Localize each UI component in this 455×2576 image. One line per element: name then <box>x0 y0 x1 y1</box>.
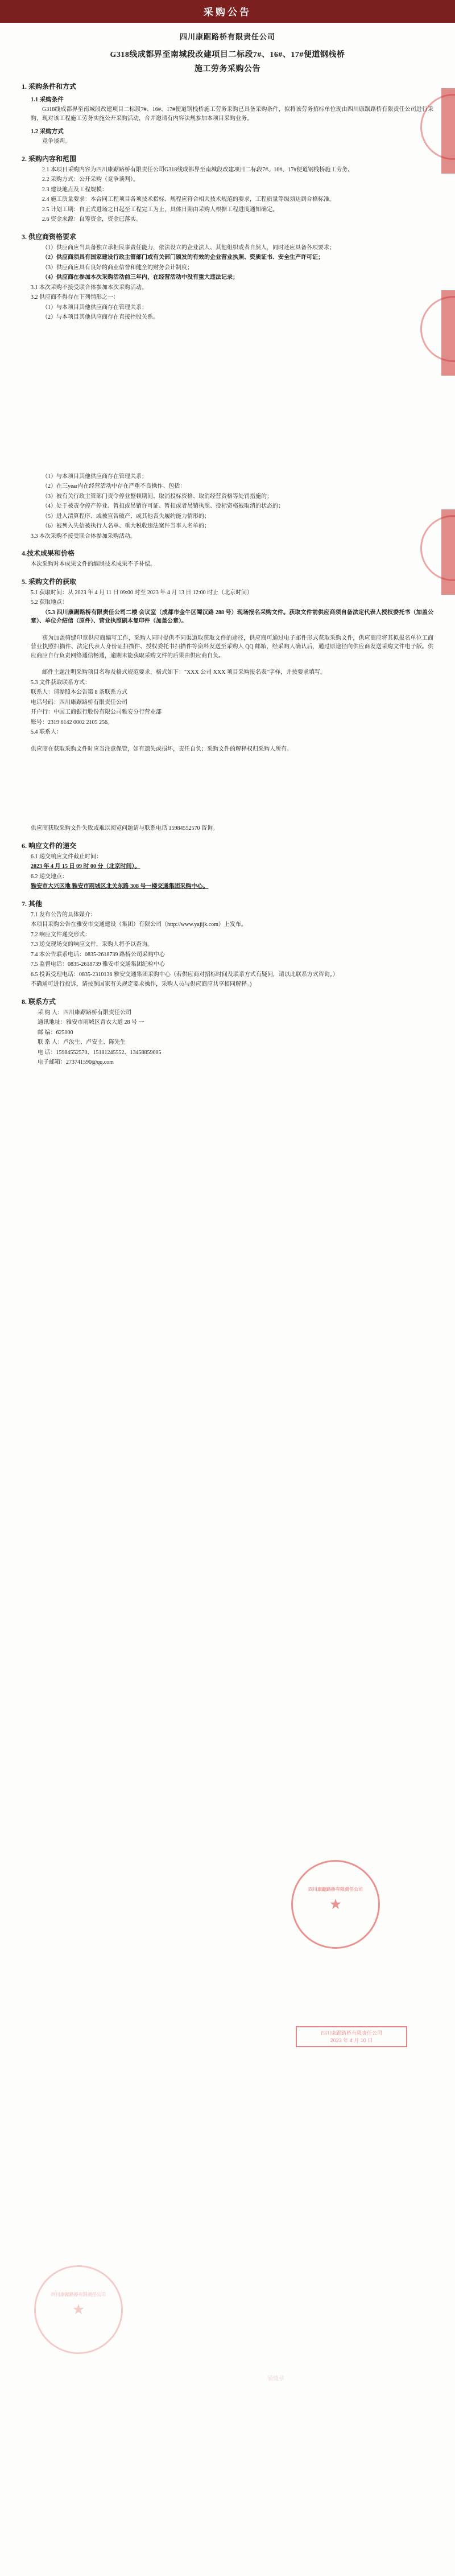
company-seal-watermark-lower <box>34 2265 123 2354</box>
paragraph: 联系人：请参照本公告第 8 条联系方式 <box>31 689 127 696</box>
contact-line-person: 联 系 人：卢汝生、卢安主、陈先生 <box>38 1039 126 1046</box>
paragraph: 开户行：中国工商银行股份有限公司雅安分行营业部 <box>31 709 162 715</box>
paragraph: G318线成都界至南城段改建项目二标段7#、16#、17#便道钢栈桥施工劳务采购已具备采购条件，拟将该劳务招标单位现由四川康踞路桥有限责任公司进行采购，现对该工程施工劳务实施公开采购活动，合并邀请有内容法规参加本项目采购业务。 <box>31 106 433 122</box>
company-official-seal <box>291 1860 380 1949</box>
paragraph: 7.2 响应文件递交形式： <box>31 931 90 938</box>
paragraph: 账号：2319 6142 0002 2105 256。 <box>31 719 113 726</box>
contact-line-purchaser: 采 购 人：四川康踞路桥有限责任公司 <box>38 1009 131 1016</box>
section-heading-6: 6. 响应文件的递交 <box>22 841 77 850</box>
blank-space <box>22 1068 433 1216</box>
contact-line-phone: 电 话：15984552570、15181245552、13458859005 <box>38 1049 162 1056</box>
paragraph: 电话号码：四川康踞路桥有限责任公司 <box>31 699 127 706</box>
paragraph: 不确通可进行投诉，请按照国家有关规定要求操作，采购人员与供应商应共享相同解释。) <box>31 981 252 987</box>
blank-space <box>22 755 433 823</box>
seal-date-box <box>296 2026 407 2047</box>
paragraph: 7.1 发布公告的具体媒介： <box>31 911 96 918</box>
paragraph: 2.6 资金来源：自筹资金，资金已落实。 <box>42 216 142 223</box>
paragraph: 2023 年 4 月 15 日 09 时 00 分（北京时间）。 <box>31 863 140 870</box>
paragraph: （4）供应商在参加本次采购活动前三年内，在经营活动中没有重大违法记录； <box>42 274 238 281</box>
contact-line-postcode: 邮 编：625000 <box>38 1029 73 1036</box>
paragraph: （1）供应商应当具备独立承担民事责任能力，依法设立的企业法人、其他组织或者自然人，同时还应具备各项要求； <box>42 244 335 251</box>
section-heading-1: 1. 采购条件和方式 <box>22 83 77 90</box>
seal-company-text: 四川康踞路桥有限责任公司 <box>308 1887 363 1892</box>
paragraph: 2.4 施工质量要求：本合同工程项目各项技术指标、规程应符合相关技术规范的要求，工程质量等级须达到合格标准。 <box>42 196 335 203</box>
faint-watermark-text: 骑缝章 <box>267 2376 284 2382</box>
paragraph: 6.1 递交响应文件截止时间： <box>31 853 102 860</box>
subsection-label-1-2: 1.2 采购方式 <box>31 129 64 135</box>
issuer-company-name: 四川康踞路桥有限责任公司 <box>179 32 275 41</box>
paragraph: （5）进入清算程序、或被宣告破产、或其他丧失履约能力情形的； <box>42 513 210 520</box>
blank-space <box>22 738 433 744</box>
seal-star-icon-lower: ★ <box>73 2302 84 2316</box>
seal-date-box-date: 2023 年 4 月 10 日 <box>330 2037 373 2043</box>
paragraph: 2.5 计划工期：自正式进场之日起至工程完工为止，具体日期由采购人根据工程进度通知确定。 <box>42 206 278 213</box>
paragraph: 供应商在获取采购文件时应当注意保管，如有遗失或损坏，责任自负；采购文件的解释权归采购人所有。 <box>31 746 292 752</box>
paragraph: 2.3 建设地点及工程规模： <box>42 186 107 193</box>
binding-seal-strip-low <box>441 509 455 595</box>
blank-space <box>22 627 433 633</box>
paragraph: 6.5 投诉受理电话：0835-2310136 雅安交通集团采购中心（若供应商对招标时间及联系方式有疑问，请以此联系方式咨询。） <box>31 971 338 978</box>
paragraph: 本项目采购公告在雅安市交通建设（集团）有限公司（http://www.yajijk.com）上发布。 <box>31 921 247 928</box>
seal-date-box-company: 四川康踞路桥有限责任公司 <box>320 2030 382 2036</box>
blank-space <box>22 323 433 471</box>
section-heading-7: 7. 其他 <box>22 899 43 908</box>
binding-seal-strip-mid <box>441 290 455 376</box>
document-body <box>0 31 455 1364</box>
section-heading-4: 4.技术成果和价格 <box>22 549 75 557</box>
contact-line-email: 电子邮箱：273741590@qq.com <box>38 1059 114 1065</box>
paragraph: 2.1 本项目采购内容为四川康踞路桥有限责任公司G318线成都界至南城段改建项目二标段7#、16#、17#便道钢栈桥施工劳务。 <box>42 166 354 173</box>
paragraph: 2.2 采购方式：公开采购（竞争谈判）。 <box>42 176 139 183</box>
paragraph: 5.4 联系人： <box>31 729 62 735</box>
blank-space <box>22 1216 433 1364</box>
paragraph: 7.4 本公告联系电话：0835-2618739 路桥公司采购中心 <box>31 951 165 958</box>
paragraph: （4）处于被责令停产停业、暂扣或吊销许可证、暂扣或者吊销执照、投标资格被取消的状态的； <box>42 503 284 509</box>
paragraph: 供应商获取采购文件失败或难以阅览问题请与联系电话 15984552570 咨询。 <box>31 825 218 832</box>
paragraph: 7.3 递交现场交的响应文件，采购人将予以查询。 <box>31 941 153 948</box>
section-heading-5: 5. 采购文件的获取 <box>22 577 77 586</box>
seal-company-text-lower: 四川康踞路桥有限责任公司 <box>51 2292 106 2298</box>
paragraph: 本次采购对本成果文件的编制技术成果不予补偿。 <box>31 561 156 567</box>
page-banner-title: 采购公告 <box>0 0 455 23</box>
paragraph: 雅安市大兴区地 雅安市雨城区北关东路 308 号一楼交通集团采购中心。 <box>31 883 209 890</box>
paragraph: （2）与本项目其他供应商存在直接控股关系。 <box>42 314 159 320</box>
paragraph: （6）被列入失信被执行人名单、重大税收违法案件当事人名单的； <box>42 523 210 529</box>
section-heading-8: 8. 联系方式 <box>22 997 56 1006</box>
paragraph: 竞争谈判。 <box>42 138 71 145</box>
paragraph: 获为加盖骑缝印章供应商编写工作，采购人同时提供不同渠道取获取文件的途径，供应商可通过电子邮件形式获取采购文件，供应商应将其拟报名单位工商营业执照扫描件、法定代表人身份证扫描件、授权委托书扫描件等资料发送至采购人 QQ 邮箱，经采购人确认后，通过原途径向供应商发送采购文件电子版。供应商应自行负责网络通信畅通，逾期未能获取采购文件的后果由供应商自负。 <box>31 635 433 659</box>
paragraph: 5.2 获取地点： <box>31 599 68 606</box>
binding-seal-strip-top <box>441 88 455 174</box>
document-title-line1: G318线成都界至南城段改建项目二标段7#、16#、17#便道钢栈桥 <box>110 51 345 59</box>
paragraph: （2）在三year内在经营活动中存在严重不良操作、包括： <box>42 483 186 489</box>
subsection-label-1-1: 1.1 采购条件 <box>31 97 64 103</box>
paragraph: （1）与本项目其他供应商存在管理关系； <box>42 473 147 480</box>
paragraph: （2）供应商须具有国家建设行政主管部门或有关部门颁发的有效的企业营业执照、资质证书、安全生产许可证； <box>42 254 324 261</box>
paragraph: 3.3 本次采购不接受联合体参加采购活动。 <box>31 533 136 540</box>
paragraph: （5.3 四川康踞路桥有限责任公司二楼 会议室（成都市金牛区蜀汉路 288 号）现场报名采购文件。获取文件前供应商须自备法定代表人授权委托书（加盖公章）、单位介绍信（原件）、营业执照副本复印件（加盖公章）。 <box>31 609 433 624</box>
section-heading-2: 2. 采购内容和范围 <box>22 154 77 163</box>
paragraph: 3.2 供应商不得存在下列情形之一： <box>31 294 119 301</box>
contact-block <box>22 1009 433 1067</box>
contact-line-address: 通讯地址：雅安市雨城区青衣大道 28 号 一 <box>38 1019 144 1026</box>
seal-star-icon: ★ <box>330 1896 341 1911</box>
paragraph: （3）被有关行政主管部门责令停业整顿期间、取消投标资格、取消经营资格等处罚措施的； <box>42 493 272 500</box>
paragraph: 7.5 监督电话：0835-2618739 雅安市交通集团纪检中心 <box>31 961 165 968</box>
paragraph: 5.1 获取时间：从 2023 年 4 月 11 日 09:00 时至 2023 年 4 月 13 日 12:00 时止（北京时间） <box>31 589 253 596</box>
paragraph: 6.2 递交地点： <box>31 873 68 880</box>
paragraph: 5.3 文件获取联系方式： <box>31 679 90 686</box>
section-heading-3: 3. 供应商资格要求 <box>22 232 77 241</box>
document-title-line2: 施工劳务采购公告 <box>195 65 260 73</box>
paragraph: 邮件主题注明采购项目名称及格式规范要求，格式如下："XXX 公司 XXX 项目采购报名表"字样，并按要求填写。 <box>42 669 326 676</box>
blank-space <box>22 661 433 667</box>
paragraph: （3）供应商应具有良好的商业信誉和健全的财务会计制度； <box>42 264 193 271</box>
paragraph: 3.1 本次采购不接受联合体参加本次采购活动。 <box>31 284 147 291</box>
paragraph: （1）与本项目其他供应商存在管理关系； <box>42 304 147 311</box>
